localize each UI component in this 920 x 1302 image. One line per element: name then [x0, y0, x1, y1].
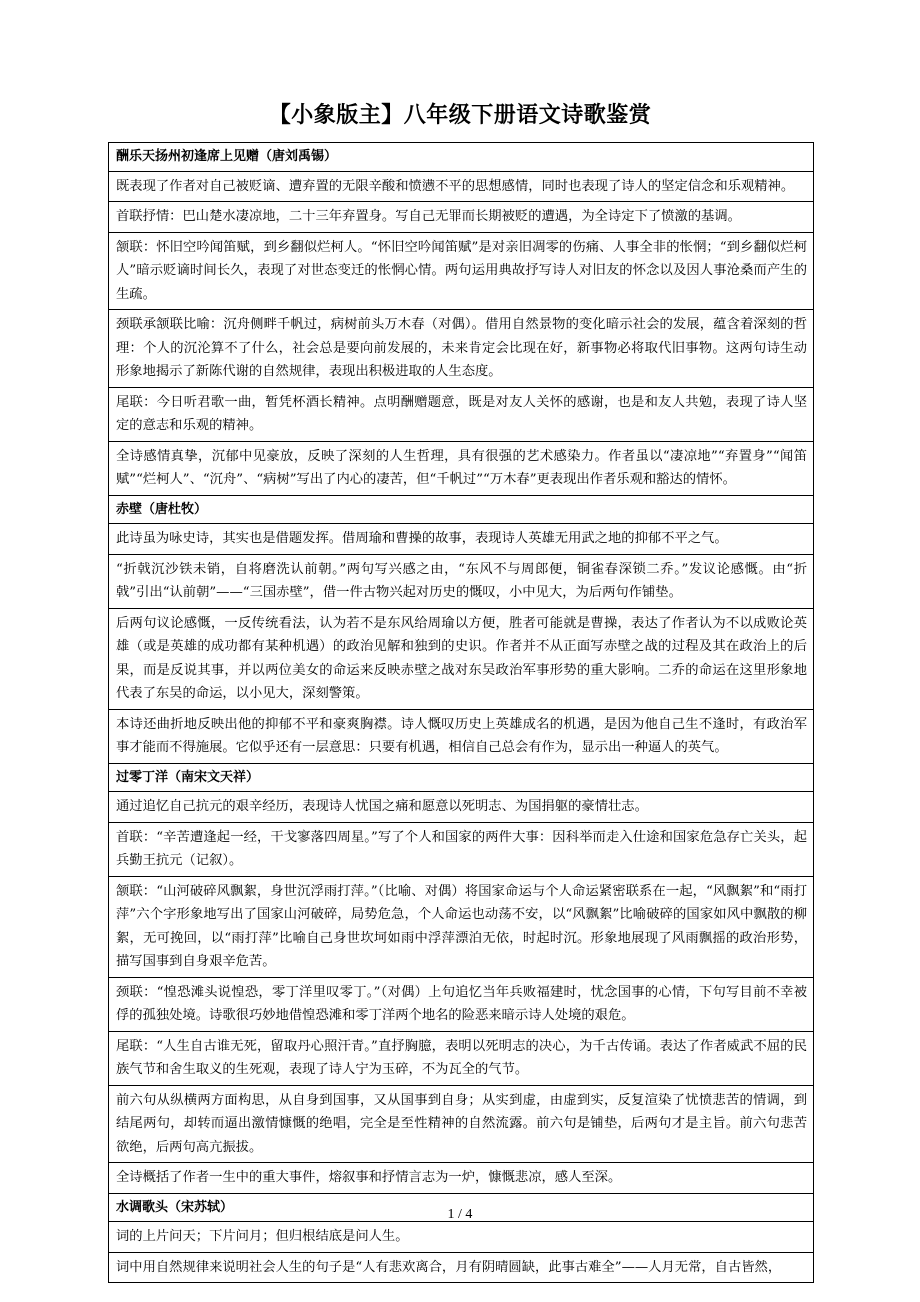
- analysis-row: [109, 387, 814, 441]
- poem-title: 赤壁（唐杜牧）: [109, 495, 814, 524]
- analysis-text: 首联：“辛苦遭逢起一经，干戈寥落四周星。”写了个人和国家的两件大事：因科举而走入仕途和国家危急存亡关头，起兵勤王抗元（记叙）。: [109, 822, 814, 876]
- poem-title-row: [109, 495, 814, 524]
- page-title: 【小象版主】八年级下册语文诗歌鉴赏: [268, 102, 652, 128]
- analysis-text: 词的上片问天；下片问月；但归根结底是问人生。: [109, 1222, 814, 1253]
- analysis-row: [109, 1031, 814, 1085]
- analysis-text: 颔联：怀旧空吟闻笛赋，到乡翻似烂柯人。“怀旧空吟闻笛赋”是对亲旧凋零的伤痛、人事全非的怅惘；“到乡翻似烂柯人”暗示贬谪时间长久，表现了对世态变迁的怅惘心情。两句运用典故抒写诗人对旧友的怀念以及因人事沧桑而产生的生疏。: [109, 232, 814, 310]
- analysis-text: 颈联：“惶恐滩头说惶恐，零丁洋里叹零丁。”（对偶）上句追忆当年兵败福建时，忧念国事的心情，下句写目前不幸被俘的孤独处境。诗歌很巧妙地借惶恐滩和零丁洋两个地名的险恶来暗示诗人处境的艰危。: [109, 977, 814, 1031]
- analysis-text: “折戟沉沙铁未销，自将磨洗认前朝。”两句写兴感之由，“东风不与周郎便，铜雀春深锁二乔。”发议论感慨。由“折戟”引出“认前朝”——“三国赤壁”，借一件古物兴起对历史的慨叹，小中见大，为后两句作铺垫。: [109, 554, 814, 608]
- analysis-text: 此诗虽为咏史诗，其实也是借题发挥。借周瑜和曹操的故事，表现诗人英雄无用武之地的抑郁不平之气。: [109, 524, 814, 555]
- analysis-row: [109, 1252, 814, 1283]
- analysis-text: 通过追忆自己抗元的艰辛经历，表现诗人忧国之痛和愿意以死明志、为国捐躯的豪情壮志。: [109, 792, 814, 823]
- analysis-row: [109, 709, 814, 763]
- analysis-row: [109, 524, 814, 555]
- analysis-row: [109, 554, 814, 608]
- analysis-text: 颔联：“山河破碎风飘絮，身世沉浮雨打萍。”（比喻、对偶）将国家命运与个人命运紧密联系在一起，“风飘絮”和“雨打萍”六个字形象地写出了国家山河破碎，局势危急，个人命运也动荡不安，以“风飘絮”比喻破碎的国家如风中飘散的柳絮，无可挽回，以“雨打萍”比喻自己身世坎坷如雨中浮萍漂泊无依，时起时沉。形象地展现了风雨飘摇的政治形势，描写国事到自身艰辛危苦。: [109, 876, 814, 977]
- analysis-text: 首联抒情：巴山楚水凄凉地，二十三年弃置身。写自己无罪而长期被贬的遭遇，为全诗定下了愤激的基调。: [109, 202, 814, 233]
- analysis-row: [109, 310, 814, 388]
- analysis-row: [109, 977, 814, 1031]
- analysis-text: 尾联：今日听君歌一曲，暂凭杯酒长精神。点明酬赠题意，既是对友人关怀的感谢，也是和友人共勉，表现了诗人坚定的意志和乐观的精神。: [109, 387, 814, 441]
- analysis-text: 尾联：“人生自古谁无死，留取丹心照汗青。”直抒胸臆，表明以死明志的决心，为千古传诵。表达了作者威武不屈的民族气节和舍生取义的生死观，表现了诗人宁为玉碎，不为瓦全的气节。: [109, 1031, 814, 1085]
- analysis-row: [109, 232, 814, 310]
- analysis-text: 全诗概括了作者一生中的重大事件，熔叙事和抒情言志为一炉，慷慨悲凉，感人至深。: [109, 1163, 814, 1194]
- analysis-text: 本诗还曲折地反映出他的抑郁不平和豪爽胸襟。诗人慨叹历史上英雄成名的机遇，是因为他自己生不逢时，有政治军事才能而不得施展。它似乎还有一层意思：只要有机遇，相信自己总会有作为，显示出一种逼人的英气。: [109, 709, 814, 763]
- poem-title-row: [109, 143, 814, 172]
- poem-title: 水调歌头（宋苏轼）: [109, 1193, 814, 1222]
- analysis-row: [109, 792, 814, 823]
- analysis-row: [109, 1163, 814, 1194]
- poetry-table: [108, 142, 814, 1283]
- analysis-row: [109, 1222, 814, 1253]
- poem-title: 酬乐天扬州初逢席上见赠（唐刘禹锡）: [109, 143, 814, 172]
- analysis-text: 词中用自然规律来说明社会人生的句子是“人有悲欢离合，月有阴晴圆缺，此事古难全”——人月无常，自古皆然，: [109, 1252, 814, 1283]
- analysis-row: [109, 441, 814, 495]
- analysis-text: 既表现了作者对自己被贬谪、遭弃置的无限辛酸和愤懑不平的思想感情，同时也表现了诗人的坚定信念和乐观精神。: [109, 171, 814, 202]
- poem-title: 过零丁洋（南宋文天祥）: [109, 763, 814, 792]
- analysis-row: [109, 822, 814, 876]
- analysis-row: [109, 608, 814, 709]
- analysis-row: [109, 876, 814, 977]
- poem-title-row: [109, 763, 814, 792]
- analysis-text: 颈联承颔联比喻：沉舟侧畔千帆过，病树前头万木春（对偶）。借用自然景物的变化暗示社会的发展，蕴含着深刻的哲理：个人的沉沦算不了什么，社会总是要向前发展的，未来肯定会比现在好，新事物必将取代旧事物。这两句诗生动形象地揭示了新陈代谢的自然规律，表现出积极进取的人生态度。: [109, 310, 814, 388]
- analysis-row: [109, 171, 814, 202]
- analysis-row: [109, 202, 814, 233]
- analysis-text: 全诗感情真挚，沉郁中见豪放，反映了深刻的人生哲理，具有很强的艺术感染力。作者虽以“凄凉地”“弃置身”“闻笛赋”“烂柯人”、“沉舟”、“病树”写出了内心的凄苦，但“千帆过”“万木春”更表现出作者乐观和豁达的情怀。: [109, 441, 814, 495]
- analysis-text: 前六句从纵横两方面构思，从自身到国事，又从国事到自身；从实到虚，由虚到实，反复渲染了忧愤悲苦的情调，到结尾两句，却转而逼出激情慷慨的绝唱，完全是至性精神的自然流露。前六句是铺垫，后两句才是主旨。前六句悲苦欲绝，后两句高亢振拔。: [109, 1085, 814, 1163]
- analysis-row: [109, 1085, 814, 1163]
- analysis-text: 后两句议论感慨，一反传统看法，认为若不是东风给周瑜以方便，胜者可能就是曹操，表达了作者认为不以成败论英雄（或是英雄的成功都有某种机遇）的政治见解和独到的史识。作者并不从正面写赤壁之战的过程及其在政治上的后果，而是反说其事，并以两位美女的命运来反映赤壁之战对东吴政治军事形势的重大影响。二乔的命运在这里形象地代表了东吴的命运，以小见大，深刻警策。: [109, 608, 814, 709]
- page-number: 1 / 4: [447, 1207, 473, 1222]
